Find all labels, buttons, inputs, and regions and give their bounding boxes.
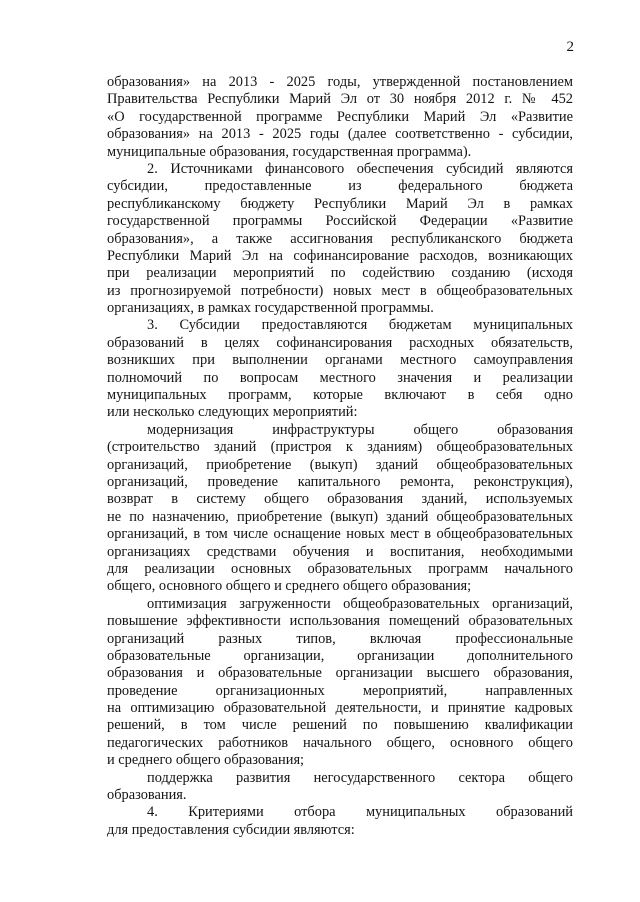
text-line: государственной программы Российской Федерации «Развитие: [107, 213, 573, 230]
text-line: организаций, в том числе оснащение новых мест в общеобразовательных: [107, 526, 573, 543]
page-number: 2: [566, 39, 574, 55]
text-line: «О государственной программе Республики Марий Эл «Развитие: [107, 108, 573, 125]
text-line: 2. Источниками финансового обеспечения субсидий являются: [147, 160, 573, 177]
paragraph: [107, 422, 573, 596]
text-line: поддержка развития негосударственного сектора общего: [147, 769, 573, 786]
text-line: образования и образовательные организации высшего образования,: [107, 665, 573, 682]
text-line: оптимизация загруженности общеобразовательных организаций,: [147, 595, 573, 612]
text-line: на оптимизацию образовательной деятельности, и принятие кадровых: [107, 700, 573, 717]
text-line: организациях, в рамках государственной программы.: [107, 300, 434, 317]
text-line: организаций, проведение капитального ремонта, реконструкция),: [107, 473, 573, 490]
text-line: для реализации основных образовательных программ начального: [107, 560, 573, 577]
text-line: Правительства Республики Марий Эл от 30 ноября 2012 г. № 452: [107, 91, 573, 108]
text-line: возникших при выполнении органами местного самоуправления: [107, 352, 573, 369]
text-line: образования» на 2013 - 2025 годы, утвержденной постановлением: [107, 74, 573, 90]
text-line: республиканскому бюджету Республики Марий Эл в рамках: [107, 195, 573, 212]
text-line: субсидии, предоставленные из федерального бюджета: [107, 178, 573, 195]
text-line: проведение организационных мероприятий, направленных: [107, 682, 573, 699]
text-line: 4. Критериями отбора муниципальных образований: [147, 804, 573, 821]
text-line: возврат в систему общего образования зданий, используемых: [107, 491, 573, 508]
text-line: из прогнозируемой потребности) новых мест в общеобразовательных: [107, 282, 573, 299]
paragraph: [107, 74, 573, 161]
text-line: образовательные организации, организации дополнительного: [107, 647, 573, 664]
paragraph: [107, 317, 573, 421]
text-line: и среднего общего образования;: [107, 752, 305, 769]
text-line: образований в целях софинансирования расходных обязательств,: [107, 334, 573, 351]
text-line: муниципальных программ, которые включают в себя одно: [107, 387, 573, 404]
text-line: образования», а также ассигнования республиканского бюджета: [107, 230, 573, 247]
text-line: или несколько следующих мероприятий:: [107, 404, 358, 421]
paragraph: [107, 804, 573, 839]
text-line: при реализации мероприятий по содействию созданию (исходя: [107, 265, 573, 282]
text-line: общего, основного общего и среднего общего образования;: [107, 578, 472, 595]
text-line: образования.: [107, 787, 187, 804]
text-line: 3. Субсидии предоставляются бюджетам муниципальных: [147, 317, 573, 334]
paragraph: [107, 770, 573, 805]
text-line: муниципальные образования, государственная программа).: [107, 143, 472, 160]
text-line: организаций, приобретение (выкуп) зданий общеобразовательных: [107, 456, 573, 473]
text-line: (строительство зданий (пристроя к зданиям) общеобразовательных: [107, 439, 573, 456]
text-line: полномочий по вопросам местного значения и реализации: [107, 369, 573, 386]
text-line: повышение эффективности использования помещений образовательных: [107, 613, 573, 630]
paragraph: [107, 596, 573, 770]
text-line: для предоставления субсидии являются:: [107, 821, 355, 838]
text-line: модернизация инфраструктуры общего образования: [147, 421, 573, 438]
paragraph: [107, 161, 573, 318]
text-line: образования» на 2013 - 2025 годы (далее соответственно - субсидии,: [107, 126, 573, 143]
text-line: не по назначению, приобретение (выкуп) зданий общеобразовательных: [107, 508, 573, 525]
text-line: Республики Марий Эл на софинансирование расходов, возникающих: [107, 247, 573, 264]
document-body: [107, 74, 573, 839]
text-line: организациях средствами обучения и воспитания, необходимыми: [107, 543, 573, 560]
text-line: организаций разных типов, включая профессиональные: [107, 630, 573, 647]
text-line: педагогических работников начального общего, основного общего: [107, 734, 573, 751]
text-line: решений, в том числе решений по повышению квалификации: [107, 717, 573, 734]
